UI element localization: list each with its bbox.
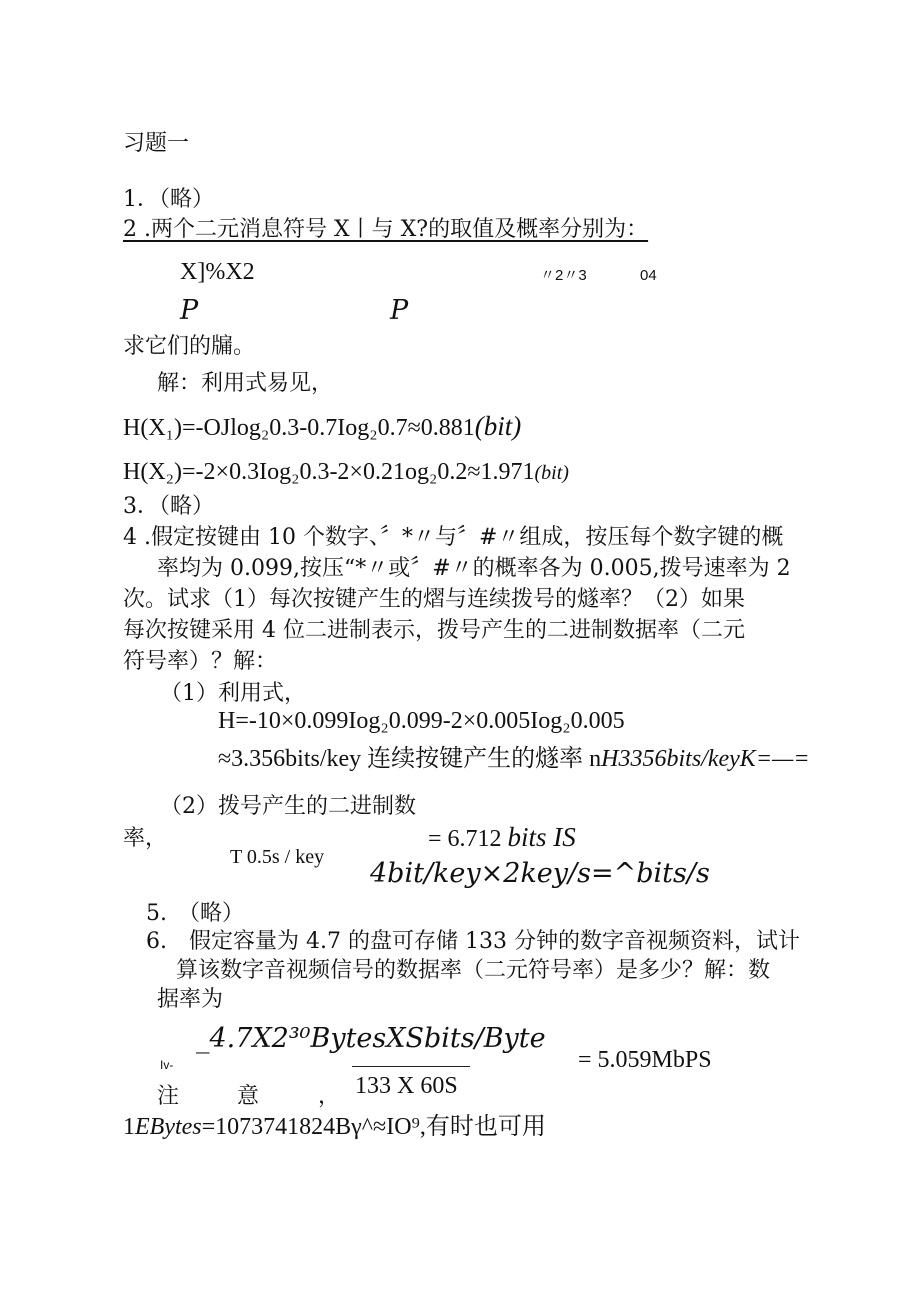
q6-fraction-bar <box>352 1066 470 1067</box>
q2-table-value: 04 <box>640 267 657 284</box>
q6-iv-label: Iv- <box>160 1058 174 1072</box>
q6-note-char-1: 注 <box>157 1084 180 1109</box>
question-1: 1．（略） <box>123 187 214 212</box>
q4-entropy-approx <box>218 745 810 773</box>
q4-entropy-approx-text: ≈3.356bits/key 连续按键产生的燧率 n <box>218 746 602 772</box>
question-4-line-5: 符号率）？解： <box>123 649 278 674</box>
question-4-line-2: 率均为 0.099,按压“*〃或〞#〃的概率各为 0.005,拨号速率为 2 <box>157 556 791 581</box>
q6-last-line <box>123 1113 546 1141</box>
q4-rate-word: 率， <box>123 826 168 851</box>
q2-table-right: 〃2〃3 <box>540 267 587 284</box>
question-6-line-3: 据率为 <box>157 987 224 1012</box>
q2-entropy-x1 <box>123 412 521 442</box>
question-3: 3．（略） <box>123 494 214 519</box>
q2-entropy-x2-expr: H(X₂)=-2×0.3Iog₂0.3-2×0.21og₂0.2≈1.971 <box>123 459 535 485</box>
question-6-line-1: 6. 假定容量为 4.7 的盘可存储 133 分钟的数字音视频资料，试计 <box>146 929 800 954</box>
q6-last-line-unit: EBytes <box>135 1114 202 1140</box>
q2-entropy-x1-expr: H(X₁)=-OJlog₂0.3-0.7Iog₂0.7≈0.881 <box>123 415 475 441</box>
q6-note-char-2: 意 <box>237 1084 260 1109</box>
q2-solution-intro: 解：利用式易见， <box>157 371 334 396</box>
question-2: 2 .两个二元消息符号 X丨与 X?的取值及概率分别为： <box>123 217 649 242</box>
q2-p-left: P <box>180 295 199 326</box>
q2-table-left: X]%X2 <box>180 259 255 285</box>
q2-entropy-x1-unit: (bit) <box>474 411 522 441</box>
q4-entropy-rate: H3356bits/keyK=—= <box>601 746 810 772</box>
q4-entropy-formula: H=-10×0.099Iog₂0.099-2×0.005Iog₂0.005 <box>218 708 625 734</box>
q4-rate-result-value: = 6.712 <box>428 826 508 852</box>
q2-entropy-x2 <box>123 458 569 487</box>
q6-note-char-3: ， <box>318 1084 341 1109</box>
q2-ask: 求它们的牖。 <box>123 334 256 359</box>
q4-rate-result <box>428 823 576 853</box>
q6-denominator: 133 X 60S <box>355 1073 458 1099</box>
question-4-line-4: 每次按键采用 4 位二进制表示，拨号产生的二进制数据率（二元 <box>123 618 745 643</box>
q4-rate-denominator: T 0.5s / key <box>230 846 325 868</box>
q6-last-line-rest: =1073741824Bγ^≈IO⁹,有时也可用 <box>201 1114 546 1140</box>
q6-result: = 5.059MbPS <box>578 1047 712 1073</box>
q4-rate-result-unit: bits IS <box>507 822 576 852</box>
question-6-line-2: 算该数字音视频信号的数据率（二元符号率）是多少？解：数 <box>176 958 771 983</box>
q4-part-2: （2）拨号产生的二进制数 <box>160 794 416 819</box>
question-4-line-1: 4 .假定按键由 10 个数字、〞*〃与〞#〃组成，按压每个数字键的概 <box>123 525 784 550</box>
q2-entropy-x2-unit: (bit) <box>534 462 569 484</box>
q4-part-1: （1）利用式， <box>160 681 306 706</box>
question-4-line-3: 次。试求（1）每次按键产生的熠与连续拨号的燧率？（2）如果 <box>123 587 745 612</box>
q6-last-line-a: 1 <box>123 1114 135 1140</box>
page-title: 习题一 <box>123 131 190 156</box>
q4-binary-rate: 4bit/key×2key/s=^bits/s <box>370 858 710 889</box>
q2-p-right: P <box>390 295 409 326</box>
q6-numerator: _4.7X2³⁰BytesXSbits/Byte <box>196 1023 546 1054</box>
question-5: 5. （略） <box>146 901 244 926</box>
